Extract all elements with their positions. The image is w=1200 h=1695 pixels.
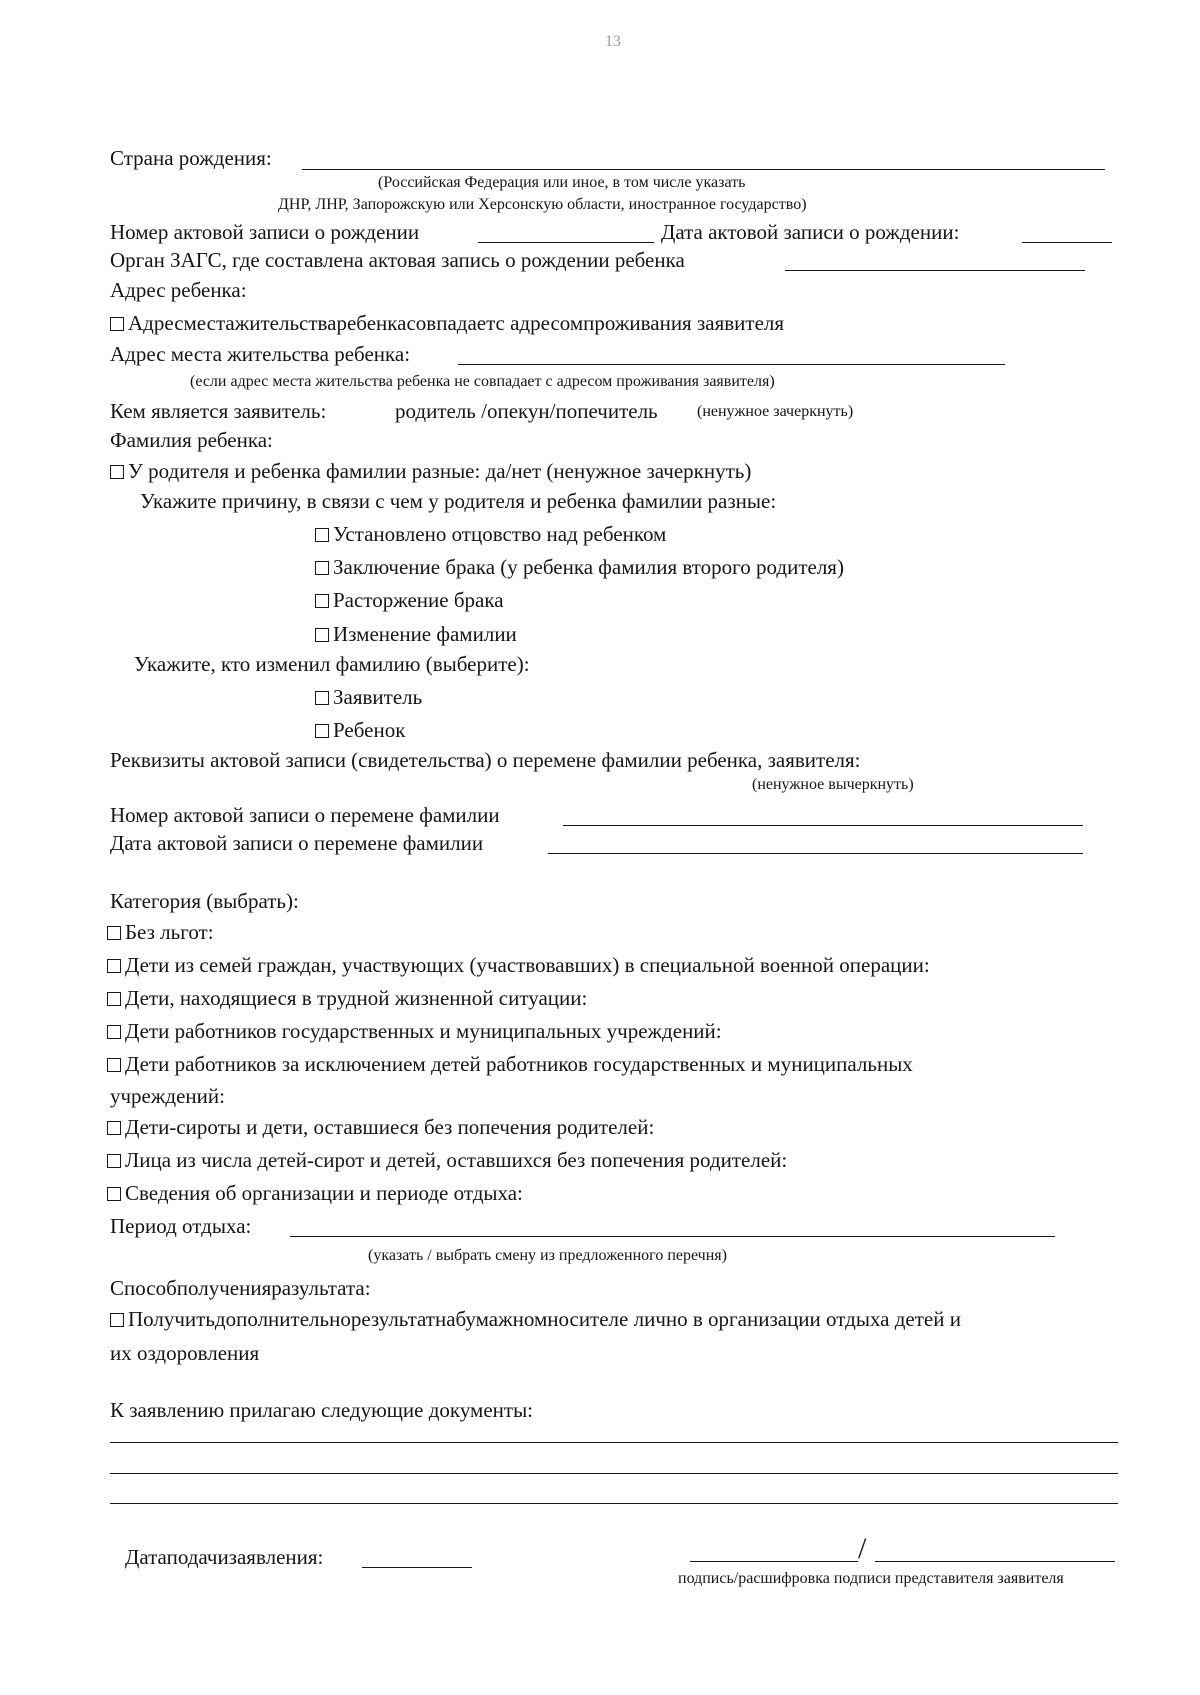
birth-record-number-field[interactable]	[478, 242, 654, 243]
same-address-checkbox[interactable]	[110, 317, 124, 331]
documents-line[interactable]	[110, 1442, 1118, 1443]
rest-period-hint: (указать / выбрать смену из предложенного перечня)	[368, 1247, 727, 1264]
who-changed-checkbox[interactable]	[315, 724, 329, 738]
result-option-continuation: их оздоровления	[110, 1341, 260, 1365]
who-changed-option-label: Ребенок	[333, 718, 406, 742]
child-residence-hint: (если адрес места жительства ребенка не совпадает с адресом проживания заявителя)	[190, 373, 775, 390]
category-heading: Категория (выбрать):	[110, 889, 299, 913]
reason-option-label: Заключение брака (у ребенка фамилия второго родителя)	[333, 555, 844, 579]
documents-line[interactable]	[110, 1473, 1118, 1474]
applicant-role-value: родитель /опекун/попечитель	[395, 399, 658, 423]
category-checkbox[interactable]	[107, 992, 121, 1006]
result-option-label: Получитьдополнительнорезультатнабумажномносителе лично в организации отдыха детей и	[128, 1307, 961, 1331]
category-option[interactable]	[107, 1117, 654, 1138]
category-option[interactable]	[107, 1150, 787, 1171]
category-option[interactable]	[107, 1054, 913, 1075]
category-option-label: Без льгот:	[125, 920, 214, 944]
who-changed-option-label: Заявитель	[333, 685, 423, 709]
same-address-option-label: Адресместажительстваребенкасовпадаетс адресомпроживания заявителя	[128, 311, 785, 335]
category-option[interactable]	[107, 1021, 722, 1042]
category-option-label: Сведения об организации и периоде отдыха:	[125, 1181, 523, 1205]
rest-period-label: Период отдыха:	[110, 1214, 252, 1238]
category-checkbox[interactable]	[107, 1025, 121, 1039]
page-number: 13	[605, 33, 621, 50]
reason-checkbox[interactable]	[315, 528, 329, 542]
surname-differs-option-label: У родителя и ребенка фамилии разные: да/нет (ненужное зачеркнуть)	[128, 459, 752, 483]
change-number-label: Номер актовой записи о перемене фамилии	[110, 803, 500, 827]
reason-option[interactable]	[315, 557, 844, 578]
submission-date-label: Датаподачизаявления:	[125, 1545, 324, 1569]
change-date-label: Дата актовой записи о перемене фамилии	[110, 831, 484, 855]
submission-date-field[interactable]	[362, 1567, 472, 1568]
category-option-label: Дети работников за исключением детей работников государственных и муниципальных	[125, 1052, 913, 1076]
child-residence-field[interactable]	[458, 364, 1005, 365]
change-record-note: (ненужное вычеркнуть)	[752, 776, 914, 793]
documents-line[interactable]	[110, 1503, 1118, 1504]
result-option[interactable]	[110, 1309, 961, 1330]
same-address-option[interactable]	[110, 313, 784, 334]
reason-checkbox[interactable]	[315, 594, 329, 608]
signature-separator: /	[858, 1532, 867, 1565]
category-option-label: Лица из числа детей-сирот и детей, оставшихся без попечения родителей:	[125, 1148, 788, 1172]
result-heading: Способполученияразультата:	[110, 1276, 371, 1300]
reason-prompt: Укажите причину, в связи с чем у родителя и ребенка фамилии разные:	[140, 489, 777, 513]
child-surname-label: Фамилия ребенка:	[110, 428, 273, 452]
who-changed-option[interactable]	[315, 720, 405, 741]
category-checkbox[interactable]	[107, 959, 121, 973]
birth-country-hint-1: (Российская Федерация или иное, в том числе указать	[378, 174, 746, 191]
category-checkbox[interactable]	[107, 1121, 121, 1135]
rest-period-field[interactable]	[290, 1236, 1055, 1237]
signature-caption: подпись/расшифровка подписи представителя заявителя	[678, 1570, 1064, 1587]
category-option-continuation: учреждений:	[110, 1084, 225, 1108]
birth-country-field[interactable]	[302, 169, 1105, 170]
change-number-field[interactable]	[563, 825, 1083, 826]
birth-country-label: Страна рождения:	[110, 146, 272, 170]
who-changed-option[interactable]	[315, 687, 422, 708]
category-option[interactable]	[107, 955, 930, 976]
reason-option[interactable]	[315, 590, 504, 611]
category-checkbox[interactable]	[107, 1187, 121, 1201]
change-record-heading: Реквизиты актовой записи (свидетельства) о перемене фамилии ребенка, заявителя:	[110, 748, 861, 772]
child-residence-label: Адрес места жительства ребенка:	[110, 342, 411, 366]
reason-checkbox[interactable]	[315, 628, 329, 642]
category-option[interactable]	[107, 1183, 523, 1204]
who-changed-prompt: Укажите, кто изменил фамилию (выберите):	[134, 652, 530, 676]
category-checkbox[interactable]	[107, 1154, 121, 1168]
applicant-role-label: Кем является заявитель:	[110, 399, 327, 423]
signature-transcript-field[interactable]	[875, 1561, 1115, 1562]
reason-checkbox[interactable]	[315, 561, 329, 575]
signature-field[interactable]	[690, 1561, 858, 1562]
category-option-label: Дети работников государственных и муниципальных учреждений:	[125, 1019, 722, 1043]
category-option-label: Дети из семей граждан, участвующих (участвовавших) в специальной военной операции:	[125, 953, 930, 977]
change-date-field[interactable]	[548, 853, 1083, 854]
birth-record-date-field[interactable]	[1022, 242, 1112, 243]
documents-label: К заявлению прилагаю следующие документы:	[110, 1398, 534, 1422]
reason-option-label: Установлено отцовство над ребенком	[333, 522, 667, 546]
category-option[interactable]	[107, 922, 214, 943]
category-option-label: Дети-сироты и дети, оставшиеся без попечения родителей:	[125, 1115, 655, 1139]
reason-option-label: Расторжение брака	[333, 588, 504, 612]
category-checkbox[interactable]	[107, 926, 121, 940]
reason-option[interactable]	[315, 524, 666, 545]
applicant-role-note: (ненужное зачеркнуть)	[697, 403, 854, 420]
birth-record-date-label: Дата актовой записи о рождении:	[661, 220, 960, 244]
category-option[interactable]	[107, 988, 587, 1009]
result-checkbox[interactable]	[110, 1313, 124, 1327]
reason-option-label: Изменение фамилии	[333, 622, 517, 646]
child-address-heading: Адрес ребенка:	[110, 278, 247, 302]
category-option-label: Дети, находящиеся в трудной жизненной ситуации:	[125, 986, 588, 1010]
reason-option[interactable]	[315, 624, 517, 645]
category-checkbox[interactable]	[107, 1058, 121, 1072]
zags-field[interactable]	[785, 270, 1085, 271]
surname-differs-checkbox[interactable]	[110, 465, 124, 479]
zags-label: Орган ЗАГС, где составлена актовая запись о рождении ребенка	[110, 248, 685, 272]
who-changed-checkbox[interactable]	[315, 691, 329, 705]
surname-differs-option[interactable]	[110, 461, 751, 482]
birth-country-hint-2: ДНР, ЛНР, Запорожскую или Херсонскую области, иностранное государство)	[278, 196, 807, 213]
birth-record-number-label: Номер актовой записи о рождении	[110, 220, 420, 244]
